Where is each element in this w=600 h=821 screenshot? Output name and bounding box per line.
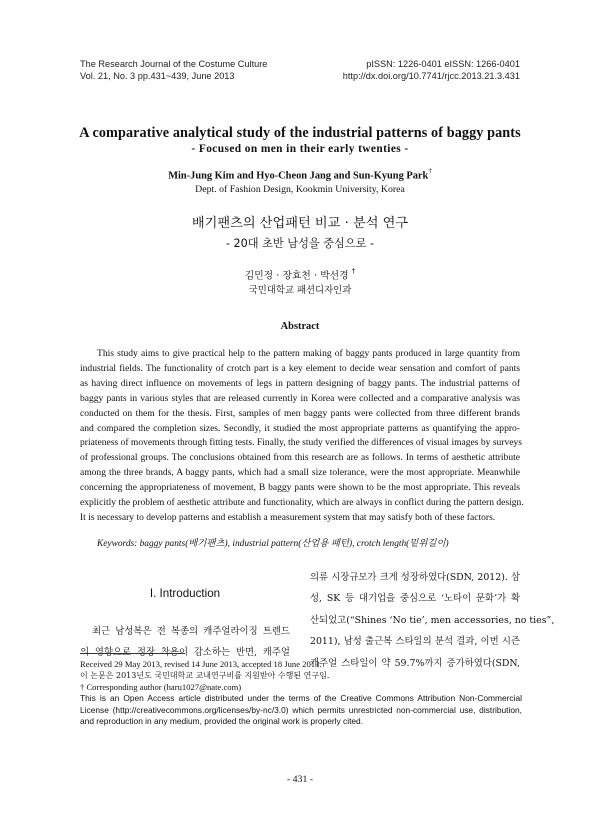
- abstract-line: among the three brands, A baggy pants, which had a small size tolerance, were the most appropriate. Meanwhile: [80, 467, 520, 479]
- english-department: Dept. of Fashion Design, Kookmin University, Korea: [195, 184, 405, 195]
- license-line: This is an Open Access article distributed under the terms of the Creative Commons Attribution Non-Commercial: [80, 693, 522, 704]
- license-line: License (http://creativecommons.org/licenses/by-nc/3.0) which permits unrestricted non-commercial use, distribution,: [80, 704, 522, 715]
- doi-link[interactable]: http://dx.doi.org/10.7741/rjcc.2013.21.3.431: [342, 71, 520, 81]
- korean-title: 배기팬츠의 산업패턴 비교 · 분석 연구: [191, 216, 409, 231]
- funding-note: 이 논문은 2013년도 국민대학교 교내연구비를 지원받아 수행된 연구임.: [80, 671, 330, 681]
- page-number: - 431 -: [286, 774, 314, 785]
- abstract-line: explicitly the problem of aesthetic attribute and functionality, which are always in conflict during the pattern design.: [80, 497, 524, 509]
- korean-corresponding-mark: †: [351, 267, 356, 275]
- abstract-body: [80, 347, 524, 526]
- korean-authors: [40, 266, 560, 282]
- abstract-line: and compared the completion sizes. Secondly, it studied the most appropriate patterns as quantifying the appro-: [80, 422, 520, 434]
- journal-header: [80, 58, 520, 82]
- volume-info: Vol. 21, No. 3 pp.431~439, June 2013: [80, 71, 235, 81]
- body-line: 성, SK 등 대기업을 중심으로 ‘노타이 문화’가 확: [310, 593, 520, 605]
- korean-subtitle: - 20대 초반 남성을 중심으로 -: [225, 237, 375, 250]
- keywords: Keywords: baggy pants(배기팬츠), industrial pattern(산업용 패턴), crotch length(밑위길이): [97, 539, 449, 549]
- license-line: and reproduction in any medium, provided the original work is properly cited.: [80, 716, 364, 727]
- abstract-line: of professional groups. The conclusions obtained from this research are as follows. In terms of aesthetic attribute: [80, 452, 520, 464]
- corresponding-author: † Corresponding author (haru1027@nate.com): [80, 681, 242, 692]
- abstract-line: concerning the appropriateness of movement, B baggy pants were shown to be the most appropriate. This reveals: [80, 482, 520, 494]
- body-line: 의류 시장규모가 크게 성장하였다(SDN, 2012). 삼: [310, 572, 520, 583]
- body-line: 산되었고(“Shines ‘No tie’, men accessories, no ties”,: [310, 614, 555, 626]
- abstract-line: It is necessary to develop patterns and establish a measurement system that may satisfy both of these factors.: [80, 511, 496, 523]
- journal-name: The Research Journal of the Costume Culture: [80, 59, 268, 69]
- section-heading: I. Introduction: [149, 587, 221, 600]
- body-line: 의 영향으로 정장 착용이 감소하는 반면, 캐주얼: [80, 647, 290, 659]
- abstract-line: baggy pants in various styles that are released currently in Korea were collected and a comparative analysis was: [80, 392, 520, 404]
- english-authors: [40, 165, 560, 183]
- korean-author-names: 김민정 · 장효천 · 박선경: [244, 270, 349, 282]
- abstract-line: This study aims to give practical help to the pattern making of baggy pants produced in large quantity from: [97, 348, 520, 359]
- footnotes: [80, 659, 522, 727]
- body-line: 캐주얼 스타일이 약 59.7%까지 증가하였다(SDN,: [310, 657, 520, 669]
- abstract-heading: Abstract: [280, 321, 320, 332]
- abstract-line: priateness of movements through fitting tests. Finally, the study verified the differences of visual images by surveys: [80, 437, 522, 449]
- footnote-divider: [80, 653, 185, 654]
- abstract-line: as having direct influence on movements of legs in pattern designing of baggy pants. The industrial patterns of: [80, 377, 520, 389]
- abstract-line: conducted on them for the thesis. First, samples of men baggy pants were collected from three different brands: [80, 407, 520, 419]
- korean-department: 국민대학교 패션디자인과: [248, 285, 352, 296]
- left-column: [80, 621, 290, 664]
- english-subtitle: - Focused on men in their early twenties -: [191, 143, 409, 155]
- corresponding-mark: †: [428, 167, 432, 175]
- body-line: 2011), 남성 출근복 스타일의 분석 결과, 이번 시즌: [310, 636, 520, 648]
- english-author-names: Min-Jung Kim and Hyo-Cheon Jang and Sun-Kyung Park: [168, 170, 429, 182]
- english-title: A comparative analytical study of the industrial patterns of baggy pants: [79, 125, 521, 141]
- body-line: 최근 남성복은 전 복종의 캐주얼라이징 트렌드: [92, 626, 290, 637]
- issn: pISSN: 1226-0401 eISSN: 1266-0401: [366, 59, 520, 69]
- abstract-line: industrial fields. The functionality of crotch part is a key element to decide wear sensation and comfort of pants: [80, 362, 520, 374]
- right-column: [310, 567, 555, 674]
- received-dates: Received 29 May 2013, revised 14 June 2013, accepted 18 June 2013.: [80, 659, 322, 669]
